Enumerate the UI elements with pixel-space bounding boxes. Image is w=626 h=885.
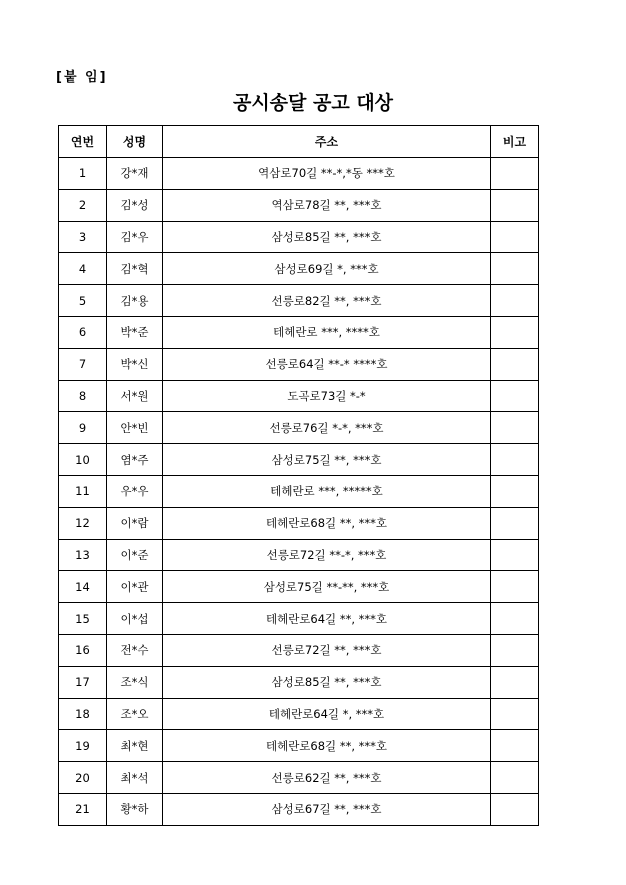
table-row — [59, 285, 539, 317]
cell-address: 역삼로70길 **-*,*동 ***호 — [163, 158, 491, 190]
cell-no: 6 — [59, 316, 107, 348]
cell-note — [491, 380, 539, 412]
attachment-tag: [붙 임] — [56, 70, 108, 85]
cell-no: 12 — [59, 507, 107, 539]
cell-address: 테헤란로 ***, ****호 — [163, 316, 491, 348]
cell-name: 최*석 — [107, 762, 163, 794]
cell-name: 김*우 — [107, 221, 163, 253]
cell-no: 14 — [59, 571, 107, 603]
cell-note — [491, 158, 539, 190]
cell-note — [491, 412, 539, 444]
page-title: 공시송달 공고 대상 — [232, 92, 394, 114]
cell-note — [491, 507, 539, 539]
cell-name: 이*관 — [107, 571, 163, 603]
cell-name: 조*오 — [107, 698, 163, 730]
column-header-note: 비고 — [491, 126, 539, 158]
cell-no: 19 — [59, 730, 107, 762]
table-header-row — [59, 126, 539, 158]
table-row — [59, 444, 539, 476]
cell-note — [491, 571, 539, 603]
table-row — [59, 412, 539, 444]
cell-name: 서*원 — [107, 380, 163, 412]
cell-no: 7 — [59, 348, 107, 380]
cell-address: 삼성로67길 **, ***호 — [163, 793, 491, 825]
cell-name: 박*준 — [107, 316, 163, 348]
cell-name: 김*혁 — [107, 253, 163, 285]
table-row — [59, 603, 539, 635]
table-row — [59, 698, 539, 730]
cell-no: 9 — [59, 412, 107, 444]
cell-note — [491, 793, 539, 825]
table-row — [59, 253, 539, 285]
cell-address: 선릉로64길 **-* ****호 — [163, 348, 491, 380]
cell-note — [491, 444, 539, 476]
column-header-name: 성명 — [107, 126, 163, 158]
cell-no: 20 — [59, 762, 107, 794]
table-row — [59, 380, 539, 412]
cell-address: 삼성로85길 **, ***호 — [163, 221, 491, 253]
cell-name: 김*용 — [107, 285, 163, 317]
cell-name: 이*섭 — [107, 603, 163, 635]
table-row — [59, 730, 539, 762]
cell-address: 역삼로78길 **, ***호 — [163, 189, 491, 221]
cell-note — [491, 698, 539, 730]
cell-no: 3 — [59, 221, 107, 253]
cell-no: 17 — [59, 666, 107, 698]
cell-no: 16 — [59, 634, 107, 666]
cell-no: 8 — [59, 380, 107, 412]
cell-address: 선릉로62길 **, ***호 — [163, 762, 491, 794]
cell-no: 2 — [59, 189, 107, 221]
cell-address: 삼성로69길 *, ***호 — [163, 253, 491, 285]
cell-note — [491, 189, 539, 221]
cell-address: 테헤란로68길 **, ***호 — [163, 730, 491, 762]
cell-address: 테헤란로68길 **, ***호 — [163, 507, 491, 539]
cell-name: 안*빈 — [107, 412, 163, 444]
cell-no: 5 — [59, 285, 107, 317]
cell-no: 13 — [59, 539, 107, 571]
table-row — [59, 571, 539, 603]
cell-address: 삼성로85길 **, ***호 — [163, 666, 491, 698]
cell-address: 삼성로75길 **, ***호 — [163, 444, 491, 476]
cell-note — [491, 285, 539, 317]
cell-note — [491, 666, 539, 698]
cell-address: 선릉로76길 *-*, ***호 — [163, 412, 491, 444]
cell-note — [491, 221, 539, 253]
column-header-address: 주소 — [163, 126, 491, 158]
cell-address: 선릉로72길 **, ***호 — [163, 634, 491, 666]
cell-no: 11 — [59, 475, 107, 507]
cell-note — [491, 253, 539, 285]
recipients-table — [58, 125, 539, 826]
cell-note — [491, 539, 539, 571]
table-row — [59, 666, 539, 698]
table-row — [59, 634, 539, 666]
cell-address: 테헤란로64길 **, ***호 — [163, 603, 491, 635]
table-row — [59, 348, 539, 380]
table-row — [59, 189, 539, 221]
cell-name: 강*재 — [107, 158, 163, 190]
cell-name: 최*현 — [107, 730, 163, 762]
cell-note — [491, 348, 539, 380]
column-header-no: 연번 — [59, 126, 107, 158]
table-row — [59, 158, 539, 190]
cell-address: 도곡로73길 *-* — [163, 380, 491, 412]
cell-name: 박*신 — [107, 348, 163, 380]
cell-no: 18 — [59, 698, 107, 730]
cell-no: 4 — [59, 253, 107, 285]
cell-note — [491, 475, 539, 507]
cell-name: 이*람 — [107, 507, 163, 539]
cell-name: 조*식 — [107, 666, 163, 698]
cell-address: 테헤란로64길 *, ***호 — [163, 698, 491, 730]
cell-name: 전*수 — [107, 634, 163, 666]
table-body — [59, 158, 539, 826]
cell-name: 이*준 — [107, 539, 163, 571]
table-row — [59, 762, 539, 794]
table-row — [59, 539, 539, 571]
table-row — [59, 507, 539, 539]
cell-address: 테헤란로 ***, *****호 — [163, 475, 491, 507]
cell-no: 21 — [59, 793, 107, 825]
cell-address: 선릉로72길 **-*, ***호 — [163, 539, 491, 571]
cell-name: 염*주 — [107, 444, 163, 476]
cell-address: 삼성로75길 **-**, ***호 — [163, 571, 491, 603]
cell-note — [491, 762, 539, 794]
cell-name: 우*우 — [107, 475, 163, 507]
cell-address: 선릉로82길 **, ***호 — [163, 285, 491, 317]
cell-name: 황*하 — [107, 793, 163, 825]
cell-name: 김*성 — [107, 189, 163, 221]
cell-no: 1 — [59, 158, 107, 190]
cell-no: 15 — [59, 603, 107, 635]
cell-note — [491, 603, 539, 635]
table-row — [59, 316, 539, 348]
cell-no: 10 — [59, 444, 107, 476]
cell-note — [491, 634, 539, 666]
table-row — [59, 793, 539, 825]
cell-note — [491, 730, 539, 762]
table-row — [59, 475, 539, 507]
cell-note — [491, 316, 539, 348]
table-row — [59, 221, 539, 253]
